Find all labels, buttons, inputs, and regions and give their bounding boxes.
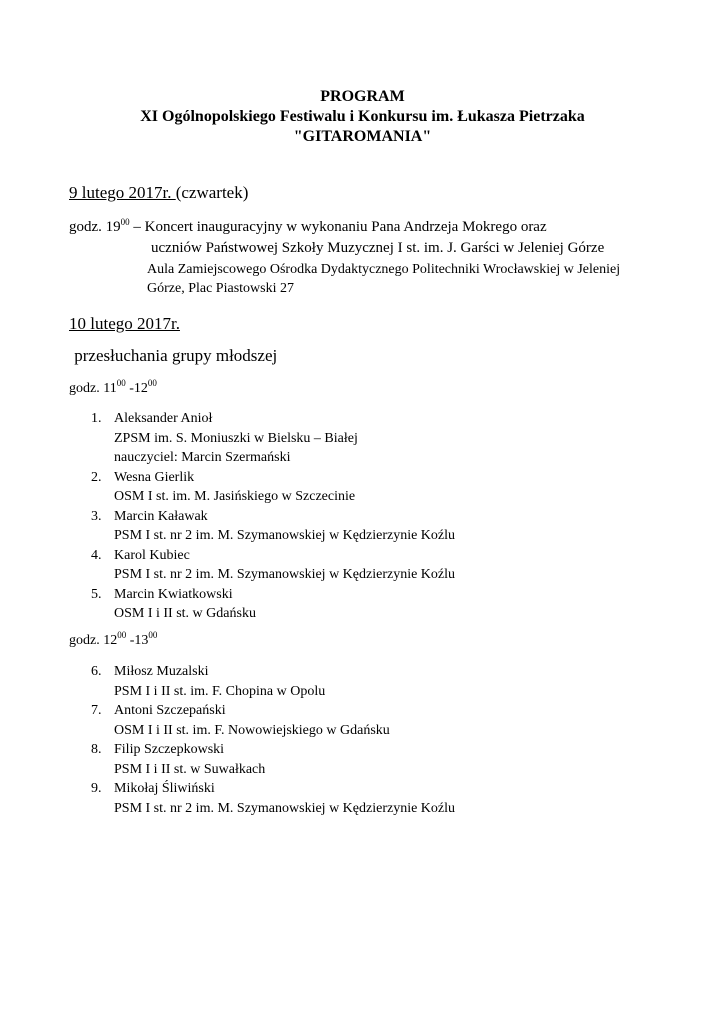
- participant-school: OSM I i II st. w Gdańsku: [114, 606, 256, 621]
- participant-teacher: nauczyciel: Marcin Szermański: [114, 450, 291, 465]
- slot1-hour-start: godz. 11: [69, 381, 117, 396]
- slot1-min-start: 00: [116, 378, 126, 388]
- slot2-hour-end: -13: [126, 633, 149, 648]
- slot2-min-end: 00: [148, 630, 158, 640]
- participant-school: PSM I i II st. w Suwałkach: [114, 761, 266, 777]
- participant-number: 6.: [91, 664, 102, 679]
- slot2-time: [69, 630, 158, 649]
- day1-heading: [69, 183, 248, 203]
- day2-date: 10 lutego 2017r.: [69, 314, 180, 333]
- title-festival: XI Ogólnopolskiego Festiwalu i Konkursu im. Łukasza Pietrzaka: [140, 108, 585, 125]
- participant-name: Miłosz Muzalski: [114, 664, 209, 679]
- participant-number: 1.: [91, 411, 102, 426]
- slot1-hour-end: -12: [125, 381, 148, 396]
- participant-number: 5.: [91, 586, 102, 602]
- participant-school: OSM I st. im. M. Jasińskiego w Szczecinie: [114, 489, 356, 504]
- day1-date: 9 lutego 2017r.: [69, 183, 176, 202]
- participant-school: ZPSM im. S. Moniuszki w Bielsku – Białej: [114, 430, 358, 446]
- day2-subtitle: przesłuchania grupy młodszej: [70, 346, 278, 365]
- participant-item: [91, 779, 455, 818]
- participant-school: PSM I st. nr 2 im. M. Szymanowskiej w Kędzierzynie Koźlu: [114, 528, 456, 543]
- participant-item: [91, 662, 455, 701]
- slot1-time: [69, 378, 157, 397]
- day1-event-line2: uczniów Państwowej Szkoły Muzycznej I st. im. J. Garści w Jeleniej Górze: [151, 240, 605, 256]
- participant-name: Marcin Kwiatkowski: [114, 586, 233, 602]
- slot1-min-end: 00: [147, 378, 157, 388]
- slot2-min-start: 00: [117, 630, 127, 640]
- participant-number: 2.: [91, 469, 102, 485]
- participant-number: 7.: [91, 703, 102, 718]
- participant-number: 3.: [91, 508, 102, 524]
- participant-item: [91, 740, 455, 779]
- participant-item: [91, 701, 455, 740]
- day1-venue-line2: Górze, Plac Piastowski 27: [147, 281, 294, 296]
- participant-school: OSM I i II st. im. F. Nowowiejskiego w Gdańsku: [114, 722, 390, 738]
- participant-school: PSM I st. nr 2 im. M. Szymanowskiej w Kędzierzynie Koźlu: [114, 567, 456, 582]
- day1-event-text: – Koncert inauguracyjny w wykonaniu Pana Andrzeja Mokrego oraz: [129, 219, 547, 235]
- participants-list-group1: [91, 409, 455, 624]
- participant-item: [91, 585, 455, 624]
- slot2-hour-start: godz. 12: [69, 633, 118, 648]
- day1-venue-line1: Aula Zamiejscowego Ośrodka Dydaktycznego Politechniki Wrocławskiej w Jeleniej: [147, 262, 621, 277]
- participant-school: PSM I st. nr 2 im. M. Szymanowskiej w Kędzierzynie Koźlu: [114, 800, 456, 816]
- participant-item: [91, 546, 455, 585]
- participant-name: Aleksander Anioł: [114, 411, 213, 426]
- participant-name: Filip Szczepkowski: [114, 742, 225, 757]
- day1-event-line1: [69, 219, 547, 236]
- participant-name: Antoni Szczepański: [114, 703, 226, 718]
- participants-list-group2: [91, 662, 455, 818]
- day1-time: godz. 19: [69, 219, 121, 235]
- participant-number: 8.: [91, 742, 102, 757]
- participant-name: Mikołaj Śliwiński: [114, 781, 215, 796]
- day1-time-minutes: 00: [120, 217, 130, 227]
- document-title: [0, 87, 725, 147]
- participant-number: 9.: [91, 781, 102, 796]
- title-gitaromania: "GITAROMANIA": [293, 128, 432, 145]
- day1-weekday: (czwartek): [175, 183, 249, 202]
- title-program: PROGRAM: [320, 88, 405, 105]
- participant-name: Wesna Gierlik: [114, 469, 195, 485]
- participant-number: 4.: [91, 547, 102, 563]
- participant-name: Marcin Kaławak: [114, 508, 208, 524]
- participant-school: PSM I i II st. im. F. Chopina w Opolu: [114, 683, 326, 699]
- participant-item: [91, 507, 455, 546]
- participant-item: [91, 468, 455, 507]
- participant-name: Karol Kubiec: [114, 547, 190, 563]
- participant-item: [91, 409, 455, 468]
